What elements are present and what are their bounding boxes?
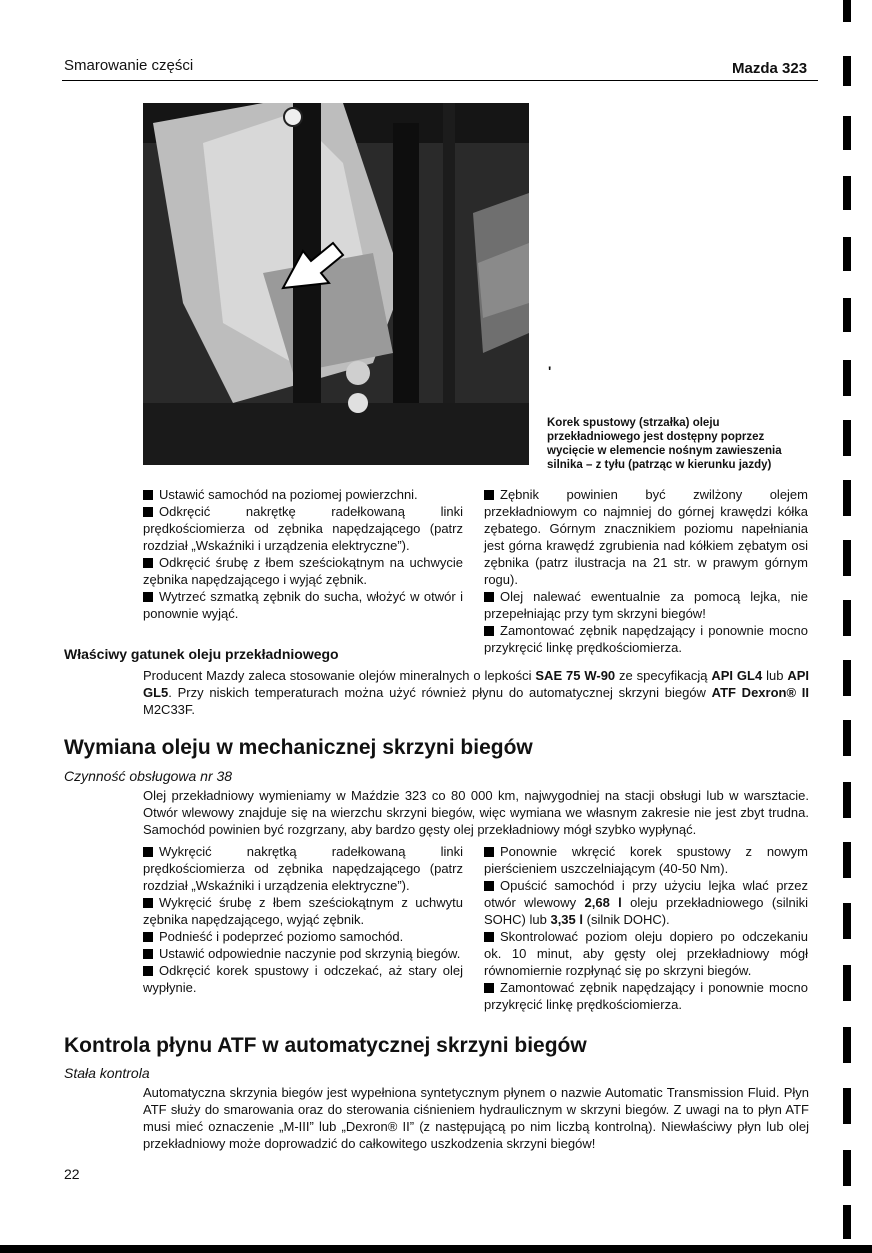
scan-mark xyxy=(843,1150,851,1186)
bullet-item: Wykręcić śrubę z łbem sześciokątnym z uchwytu zębnika napędzającego, wyjąć zębnik. xyxy=(143,895,463,927)
bullet-item: Ponownie wkręcić korek spustowy z nowym pierścieniem uszczelniającym (40-50 Nm). xyxy=(484,844,808,876)
scan-mark xyxy=(843,480,851,516)
bullet-square-icon xyxy=(143,898,153,908)
bullet-square-icon xyxy=(484,592,494,602)
scan-mark xyxy=(843,903,851,939)
bullet-square-icon xyxy=(484,932,494,942)
intro-right-column xyxy=(484,486,808,656)
scan-mark xyxy=(843,360,851,396)
bullet-square-icon xyxy=(143,490,153,500)
bullet-item: Wykręcić nakrętką radełkowaną linki prędkościomierza od zębnika napędzającego (patrz rozdział „Wskaźniki i urządzenia elektryczne”). xyxy=(143,844,463,893)
bullet-square-icon xyxy=(484,847,494,857)
scan-mark xyxy=(843,782,851,818)
bullet-item: Wytrzeć szmatką zębnik do sucha, włożyć w otwór i ponownie wyjąć. xyxy=(143,589,463,621)
bullet-square-icon xyxy=(484,881,494,891)
manual-gearbox-intro: Olej przekładniowy wymieniamy w Maździe 323 co 80 000 km, najwygodniej na stacji obsługi lub w warsztacie. Otwór wlewowy znajduje się na wierzchu skrzyni biegów, więc wymiana we własnym zakresie nie jest zbyt trudna. Samochód powinien być rozgrzany, aby bardzo gęsty olej przekładniowy mógł szybko wypłynąć. xyxy=(143,788,809,837)
running-header-section: Smarowanie części xyxy=(64,57,194,74)
scan-mark xyxy=(843,600,851,636)
bullet-square-icon xyxy=(484,490,494,500)
bullet-item: Opuścić samochód i przy użyciu lejka wlać przez otwór wlewowy 2,68 l oleju przekładniowego (silniki SOHC) lub 3,35 l (silnik DOHC). xyxy=(484,878,809,927)
scan-mark xyxy=(843,176,851,210)
atf-paragraph: Automatyczna skrzynia biegów jest wypełniona syntetycznym płynem o nazwie Automatic Transmission Fluid. Płyn ATF służy do smarowania oraz do sterowania ciśnieniem hydraulicznym w skrzyni biegów. Z uwagi na to płyn ATF musi mieć oznaczenie „M-III” lub „Dexron® II” (z następującą po nim liczbą kontrolną). Niewłaściwy płyn lub olej przekładniowy może doprowadzić do całkowitego uszkodzenia skrzyni biegów! xyxy=(143,1085,809,1151)
manual-left-column xyxy=(143,843,463,996)
atf-heading: Kontrola płynu ATF w automatycznej skrzyni biegów xyxy=(64,1034,587,1057)
bullet-square-icon xyxy=(143,507,153,517)
bullet-item: Odkręcić śrubę z łbem sześciokątnym na uchwycie zębnika napędzającego i wyjąć zębnik. xyxy=(143,555,463,587)
bullet-item: Podnieść i podeprzeć poziomo samochód. xyxy=(143,928,463,945)
scan-mark xyxy=(843,660,851,696)
scan-mark xyxy=(843,237,851,271)
bullet-item: Ustawić odpowiednie naczynie pod skrzynią biegów. xyxy=(143,945,463,962)
bullet-item: Zamontować zębnik napędzający i ponownie mocno przykręcić linkę prędkościomierza. xyxy=(484,623,808,655)
scan-mark xyxy=(843,0,851,22)
oil-grade-heading: Właściwy gatunek oleju przekładniowego xyxy=(64,646,339,662)
running-header-model: Mazda 323 xyxy=(732,60,808,77)
scan-mark xyxy=(843,420,851,456)
bullet-item: Zamontować zębnik napędzający i ponownie mocno przykręcić linkę prędkościomierza. xyxy=(484,980,808,1012)
scan-mark xyxy=(843,842,851,878)
scan-mark xyxy=(843,1205,851,1239)
scan-mark xyxy=(843,1088,851,1124)
bullet-square-icon xyxy=(484,983,494,993)
bullet-square-icon xyxy=(484,626,494,636)
manual-gearbox-heading: Wymiana oleju w mechanicznej skrzyni biegów xyxy=(64,736,533,759)
scan-mark xyxy=(843,540,851,576)
bullet-square-icon xyxy=(143,847,153,857)
bullet-item: Olej nalewać ewentualnie za pomocą lejka, nie przepełniając przy tym skrzyni biegów! xyxy=(484,589,808,621)
scan-mark xyxy=(843,965,851,1001)
bullet-square-icon xyxy=(143,558,153,568)
bullet-item: Odkręcić nakrętkę radełkowaną linki prędkościomierza od zębnika napędzającego (patrz rozdział „Wskaźniki i urządzenia elektryczne”). xyxy=(143,504,463,553)
scan-bottom-edge xyxy=(0,1245,872,1253)
atf-subtitle: Stała kontrola xyxy=(64,1065,150,1081)
scan-mark xyxy=(843,116,851,150)
bullet-square-icon xyxy=(143,592,153,602)
bullet-square-icon xyxy=(143,932,153,942)
manual-gearbox-subtitle: Czynność obsługowa nr 38 xyxy=(64,768,233,784)
oil-grade-paragraph: Producent Mazdy zaleca stosowanie olejów mineralnych o lepkości SAE 75 W-90 ze specyfikacją API GL4 lub API GL5. Przy niskich temperaturach można użyć również płynu do automatycznej skrzyni biegów ATF Dexron® II M2C33F. xyxy=(143,668,809,717)
tick-mark: ' xyxy=(548,363,552,379)
bullet-square-icon xyxy=(143,949,153,959)
bullet-item: Skontrolować poziom oleju dopiero po odczekaniu ok. 10 minut, aby gęsty olej przekładniowy mógł równomiernie rozpłynąć się po skrzyni biegów. xyxy=(484,929,808,978)
page-number: 22 xyxy=(64,1166,80,1182)
scan-mark xyxy=(843,56,851,86)
intro-left-column xyxy=(143,486,463,622)
scan-mark xyxy=(843,298,851,332)
header-rule xyxy=(62,80,818,81)
gearbox-drain-plug-photo xyxy=(143,103,529,465)
bullet-square-icon xyxy=(143,966,153,976)
bullet-item: Ustawić samochód na poziomej powierzchni. xyxy=(143,486,463,503)
scan-mark xyxy=(843,720,851,756)
bullet-item: Odkręcić korek spustowy i odczekać, aż stary olej wypłynie. xyxy=(143,963,463,995)
manual-right-column xyxy=(484,843,808,1013)
bullet-item: Zębnik powinien być zwilżony olejem przekładniowym co najmniej do górnej krawędzi kółka zębatego. Górnym znacznikiem poziomu napełniania jest górna krawędź zgrubienia nad kółkiem zębatym osi zębnika (patrz ilustracja na 21 str. w prawym górnym rogu). xyxy=(484,487,808,587)
figure-caption: Korek spustowy (strzałka) oleju przekładniowego jest dostępny poprzez wycięcie w elemencie nośnym zawieszenia silnika – z tyłu (patrząc w kierunku jazdy) xyxy=(547,417,782,471)
scan-mark xyxy=(843,1027,851,1063)
